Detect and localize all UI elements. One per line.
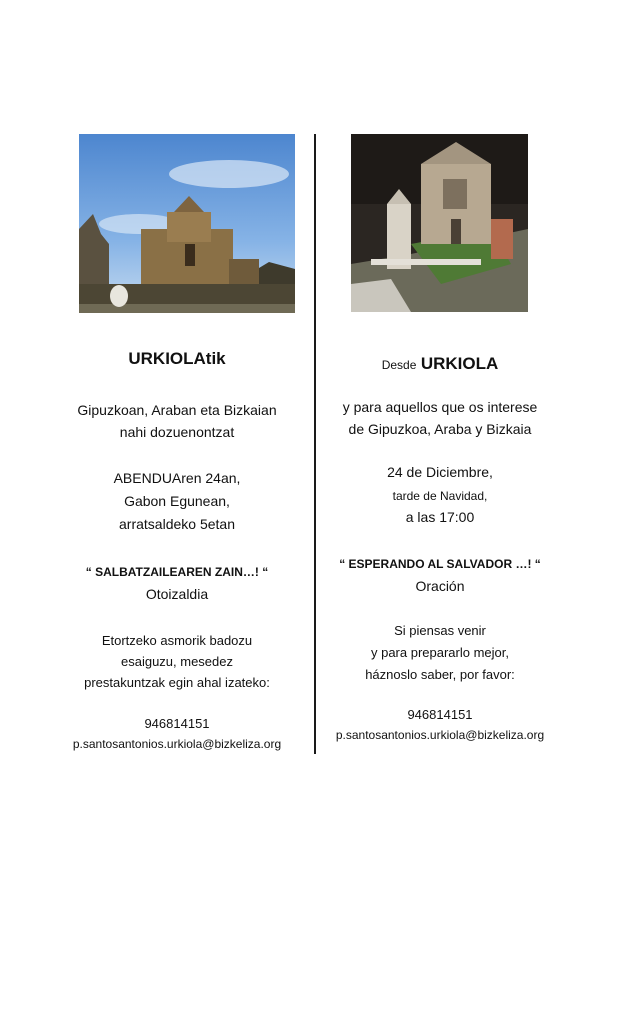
right-title <box>320 354 560 374</box>
right-intro-line-1: y para aquellos que os interese <box>342 399 538 415</box>
right-intro-line-2: de Gipuzkoa, Araba y Bizkaia <box>348 421 532 437</box>
sanctuary-photo-left <box>79 134 295 313</box>
right-invite-line-1: Si piensas venir <box>394 623 486 638</box>
left-intro-line-1: Gipuzkoan, Araban eta Bizkaian <box>77 402 277 418</box>
left-invite-line-1: Etortzeko asmorik badozu <box>101 633 253 648</box>
right-phone: 946814151 <box>407 707 473 722</box>
right-event: Oración <box>415 578 465 594</box>
right-title-name: URKIOLA <box>420 354 499 373</box>
right-invite-line-3: háznoslo saber, por favor: <box>365 667 515 682</box>
left-title: URKIOLAtik <box>128 349 226 368</box>
right-title-prefix: Desde <box>381 358 417 372</box>
left-invite-line-3: prestakuntzak egin ahal izateko: <box>84 675 270 690</box>
right-invite-line-2: y para prepararlo mejor, <box>370 645 509 660</box>
left-date-line-3: arratsaldeko 5etan <box>119 516 235 532</box>
right-date-line-1: 24 de Diciembre, <box>387 464 493 480</box>
right-date-line-2: tarde de Navidad, <box>392 489 488 503</box>
left-date-line-1: ABENDUAren 24an, <box>113 470 241 486</box>
left-phone: 946814151 <box>144 716 210 731</box>
left-date-line-2: Gabon Egunean, <box>124 493 230 509</box>
left-event: Otoizaldia <box>145 586 209 602</box>
left-quote: “ SALBATZAILEAREN ZAIN…! “ <box>85 565 269 579</box>
left-email[interactable]: p.santosantonios.urkiola@bizkeliza.org <box>72 737 282 751</box>
column-divider <box>314 134 316 754</box>
left-invite-line-2: esaiguzu, mesedez <box>120 654 233 669</box>
left-intro-line-2: nahi dozuenontzat <box>119 424 235 440</box>
right-date-line-3: a las 17:00 <box>405 509 475 525</box>
right-email[interactable]: p.santosantonios.urkiola@bizkeliza.org <box>335 728 545 742</box>
right-quote: “ ESPERANDO AL SALVADOR …! “ <box>339 557 541 571</box>
sanctuary-model-photo-right <box>351 134 528 312</box>
